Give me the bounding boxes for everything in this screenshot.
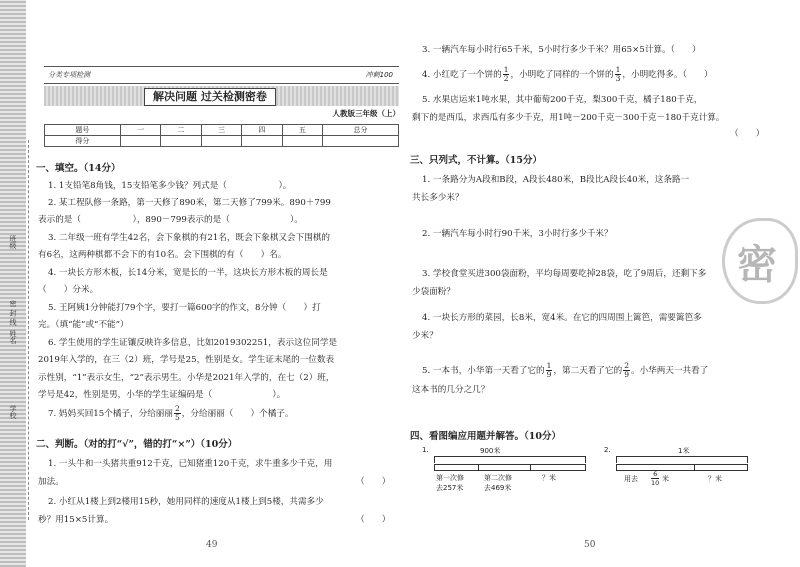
question-1-4-cont: （ ）分米。 [38, 285, 99, 295]
class-field-label: 班级 [9, 235, 17, 249]
fraction-numerator: 1 [546, 361, 552, 370]
question-1-6: 6. 学生使用的学生证镶反映许多信息，比如2019302251，表示这位同学是 [48, 338, 338, 348]
page-number-left: 49 [206, 540, 218, 550]
question-1-6-cont1: 2019年入学的，在三（2）班，学号是25，性别是女。学生证末尾的一位数表 [38, 355, 335, 365]
score-input-cell[interactable] [282, 136, 322, 147]
table-cell: 得分 [45, 136, 121, 147]
total-brace [616, 456, 748, 463]
fraction [174, 405, 181, 422]
diagram-2-top-label: 1米 [678, 447, 690, 455]
edition-label: 人教版三年级（上） [332, 109, 400, 118]
score-table-score-row [45, 136, 399, 147]
segment-label: 第二次修 [484, 474, 512, 482]
page-number-right: 50 [584, 540, 596, 550]
fraction-numerator: 1 [503, 65, 509, 74]
section-4-title: 四、看图编应用题并解答。（10分） [410, 431, 561, 442]
formula-5-text: 5. 一本书，小华第一天看了它的 [422, 366, 545, 376]
fraction [503, 66, 510, 83]
fraction [651, 470, 659, 487]
stamp-character: 密 [737, 241, 777, 288]
question-1-5: 5. 王阿姨1分钟能打79个字，要打一篇600字的作文，8分钟（ ）打 [48, 303, 321, 313]
score-input-cell[interactable] [120, 136, 160, 147]
formula-5-cont: 这本书的几分之几？ [412, 385, 490, 395]
judge-2-answer-box[interactable]: （ ） [356, 515, 391, 525]
judge-4-text: 4. 小红吃了一个饼的 [422, 70, 502, 80]
table-cell: 四 [242, 125, 282, 136]
segment-divider [478, 464, 479, 471]
score-goal: 冲刺100 [365, 71, 393, 79]
left-page [34, 0, 400, 567]
formula-3: 3. 学校食堂买进300袋面粉，平均每周要吃掉28袋，吃了9周后，还剩下多 [422, 269, 707, 279]
fraction-denominator: 9 [624, 370, 629, 379]
judge-1-answer-box[interactable]: （ ） [356, 477, 391, 487]
segment-bar [434, 464, 586, 471]
table-cell: 一 [120, 125, 160, 136]
score-input-cell[interactable] [323, 136, 399, 147]
fraction [546, 362, 553, 379]
formula-5 [422, 362, 708, 380]
diagram-1-total-label: 900米 [480, 447, 501, 455]
question-1-1: 1. 1支铅笔8角钱，15支铅笔多少钱？列式是（ ）。 [48, 181, 292, 191]
seal-line [28, 140, 30, 520]
table-cell: 二 [161, 125, 201, 136]
name-field-label: 姓名 [9, 330, 17, 344]
fraction-denominator: 9 [546, 370, 552, 379]
binding-strip [0, 0, 26, 567]
fraction-numerator: 2 [624, 361, 629, 370]
table-cell: 五 [282, 125, 322, 136]
fraction [615, 66, 622, 83]
question-1-7 [48, 405, 294, 423]
formula-5-text-end: 。小华两天一共看了 [630, 366, 709, 376]
judge-5-cont: 剩下的是西瓜，求西瓜有多少千克，用1吨－200千克－300千克－180千克计算。 [412, 113, 725, 123]
judge-2-cont: 秒？用15×5计算。 [38, 515, 114, 525]
fraction-denominator: 2 [503, 74, 509, 83]
section-1-title: 一、填空。（14分） [36, 163, 121, 174]
segment-divider [694, 464, 695, 471]
formula-5-text-mid: ，第二天看了它的 [553, 366, 623, 376]
formula-2: 2. 一辆汽车每小时行90千米，3小时行多少千米？ [422, 229, 613, 239]
judge-4 [422, 66, 713, 84]
judge-4-text-mid: ，小明吃了同样的一个饼的 [510, 70, 614, 80]
judge-5: 5. 水果店运来1吨水果，其中葡萄200千克，梨300千克，橘子180千克， [422, 95, 703, 105]
segment-label: 去257米 [436, 484, 464, 492]
question-1-4: 4. 一块长方形木板，长14分米，宽是长的一半，这块长方形木板的周长是 [48, 268, 328, 278]
question-1-5-cont: 完。（填“能”或“不能”） [38, 320, 129, 330]
fraction-numerator: 6 [651, 470, 659, 479]
fraction-numerator: 1 [615, 65, 621, 74]
segment-label: 用去 [624, 475, 638, 483]
score-input-cell[interactable] [161, 136, 201, 147]
question-1-7-text-end: ，分给丽丽（ ）个橘子。 [181, 409, 294, 419]
table-cell: 总分 [323, 125, 399, 136]
fraction [623, 362, 630, 379]
page-title: 解决问题 过关检测密卷 [144, 88, 276, 106]
score-table [44, 124, 399, 147]
table-cell: 题号 [45, 125, 121, 136]
judge-1-cont: 加法。 [38, 477, 64, 487]
series-label: 分类专项检测 [48, 71, 90, 79]
section-2-title: 二、判断。（对的打“√”，错的打“×”）（10分） [36, 439, 238, 450]
unknown-label: ？米 [708, 475, 722, 483]
title-band [44, 86, 399, 106]
segment-divider [530, 464, 531, 471]
unknown-label: ？米 [542, 474, 556, 482]
total-brace [434, 456, 586, 463]
school-field-label: 学校 [9, 405, 17, 419]
formula-1: 1. 一条路分为A段和B段，A段长480米，B段比A段长40米，这条路一 [422, 175, 690, 185]
question-1-3: 3. 二年级一班有学生42名，会下象棋的有21名，既会下象棋又会下围棋的 [48, 233, 331, 243]
judge-4-text-end: ，小明吃得多。（ ） [622, 70, 713, 80]
judge-5-answer-box[interactable]: （ ） [730, 129, 765, 139]
diagram-2-number: 2. [604, 446, 611, 454]
fraction-numerator: 2 [175, 404, 180, 413]
judge-1: 1. 一头牛和一头猪共重912千克，已知猪重120千克，求牛重多少千克，用 [48, 459, 333, 469]
score-input-cell[interactable] [242, 136, 282, 147]
question-1-6-cont3: 学号是42，性别是男，小华的学生证编码是（ ）。 [38, 390, 286, 400]
formula-4-cont: 少米？ [412, 331, 438, 341]
fraction-denominator: 5 [175, 413, 180, 422]
segment-label: 去469米 [484, 484, 512, 492]
table-cell: 三 [201, 125, 241, 136]
series-bar [44, 66, 399, 84]
line-diagram-1 [422, 446, 592, 496]
seal-line-label: 密 封 线 [9, 300, 17, 326]
judge-3: 3. 一辆汽车每小时行65千米，5小时行多少千米？用65×5计算。（ ） [422, 45, 701, 55]
line-diagram-2 [604, 446, 764, 496]
judge-2: 2. 小红从1楼上到2楼用15秒，她用同样的速度从1楼上到5楼，共需多少 [48, 497, 324, 507]
formula-1-cont: 共长多少米？ [412, 193, 464, 203]
diagram-1-number: 1. [422, 446, 429, 454]
unit-label: 米 [662, 475, 669, 483]
confidential-stamp [722, 218, 798, 304]
fraction-denominator: 10 [651, 479, 660, 487]
formula-4: 4. 一块长方形的菜园，长8米，宽4米。在它的四周围上篱笆，需要篱笆多 [422, 313, 702, 323]
question-1-6-cont2: 示性别，“1”表示女生，“2”表示男生。小华是2021年入学的，在七（2）班， [38, 373, 335, 383]
question-1-2: 2. 某工程队修一条路，第一天修了890米，第二天修了799米。890＋799 [48, 198, 331, 208]
score-input-cell[interactable] [201, 136, 241, 147]
section-3-title: 三、只列式，不计算。（15分） [410, 155, 542, 166]
question-1-7-text: 7. 妈妈买回15个橘子，分给丽丽 [48, 409, 173, 419]
question-1-3-cont: 有6名，这两种棋都不会下的有10名。会下围棋的有（ ）名。 [38, 250, 287, 260]
formula-3-cont: 少袋面粉？ [412, 287, 455, 297]
segment-bar [616, 464, 748, 471]
question-1-2-cont: 表示的是（ ），890－799表示的是（ ）。 [38, 215, 303, 225]
score-table-header-row [45, 125, 399, 136]
segment-label: 第一次修 [436, 474, 464, 482]
fraction-denominator: 3 [615, 74, 621, 83]
